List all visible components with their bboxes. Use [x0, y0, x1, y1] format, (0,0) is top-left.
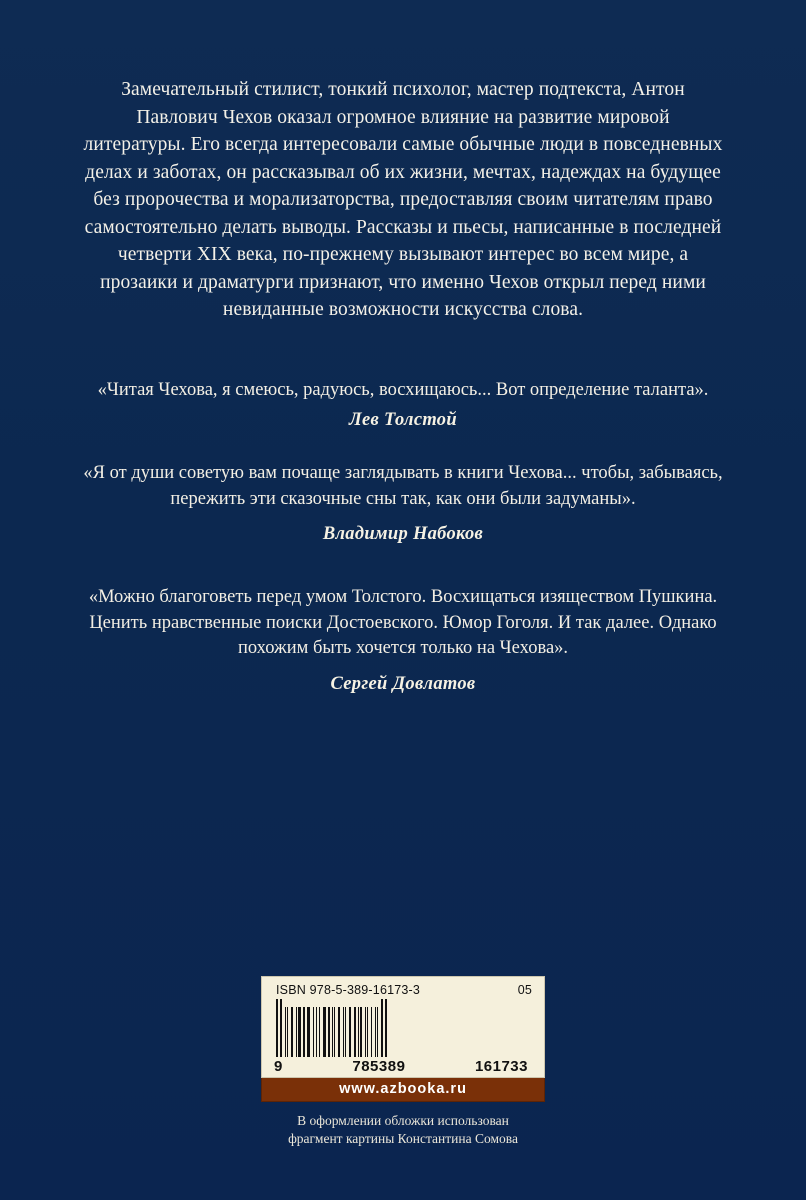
barcode-bar [354, 1007, 356, 1057]
barcode-bar [316, 1007, 317, 1057]
publisher-site[interactable]: www.azbooka.ru [261, 1078, 545, 1102]
barcode-bar [358, 1007, 359, 1057]
barcode-bar [280, 999, 282, 1057]
barcode-bar [313, 1007, 314, 1057]
quotes-section [73, 374, 733, 725]
quote-block [73, 378, 733, 432]
barcode-bar [276, 999, 278, 1057]
barcode-bar [360, 1007, 362, 1057]
barcode-bar [385, 999, 387, 1057]
isbn-row [270, 983, 536, 999]
credit-line-2: фрагмент картины Константина Сомова [288, 1131, 518, 1146]
barcode-bar [365, 1007, 366, 1057]
barcode-bar [328, 1007, 330, 1057]
quote-text: «Читая Чехова, я смеюсь, радуюсь, восхищаюсь... Вот определение таланта». [97, 379, 709, 400]
quote-text: «Можно благоговеть перед умом Толстого. Восхищаться изяществом Пушкина. Ценить нравственные поиски Достоевского. Юмор Гоголя. И так далее. Однако похожим быть хочется только на Чехова». [88, 587, 718, 658]
quote-author: Лев Толстой [349, 410, 457, 430]
credit-line-1: В оформлении обложки использован [297, 1113, 509, 1128]
barcode-digit-mid: 785389 [352, 1058, 406, 1075]
barcode-digit-right: 161733 [474, 1058, 528, 1075]
barcode-bar [332, 1007, 333, 1057]
cover-credit [288, 1112, 518, 1148]
quote-text: «Я от души советую вам почаще заглядывать в книги Чехова... чтобы, забываясь, пережить эти сказочные сны так, как они были задуманы». [83, 463, 723, 509]
barcode-bar [371, 1007, 372, 1057]
barcode-digits [270, 1057, 536, 1077]
quote-author: Сергей Довлатов [330, 673, 476, 694]
barcode-bar [381, 999, 383, 1057]
barcode-bar [377, 1007, 378, 1057]
quote-block [73, 585, 733, 695]
barcode-bar [349, 1007, 351, 1057]
barcode-bar [345, 1007, 346, 1057]
isbn-addon: 05 [517, 983, 532, 997]
barcode-bar [296, 1007, 297, 1057]
barcode-bar [319, 1007, 320, 1057]
barcode-bar [287, 1007, 288, 1057]
barcode-area [0, 976, 806, 1148]
barcode-bars [270, 999, 536, 1057]
barcode-box [261, 976, 545, 1078]
isbn-label: ISBN 978-5-389-16173-3 [276, 983, 421, 997]
quote-author: Владимир Набоков [322, 524, 484, 544]
quote-block [73, 461, 733, 545]
barcode-bar [375, 1007, 376, 1057]
barcode-bar [303, 1007, 305, 1057]
barcode-bar [298, 1007, 301, 1057]
blurb-text [83, 76, 723, 324]
barcode-bar [291, 1007, 293, 1057]
barcode-bar [323, 1007, 326, 1057]
barcode-bar [307, 1007, 310, 1057]
barcode-bar [367, 1007, 368, 1057]
blurb-paragraph: Замечательный стилист, тонкий психолог, мастер подтекста, Антон Павлович Чехов оказал огромное влияние на развитие мировой литературы. Его всегда интересовали самые обычные люди в повседневных делах и заботах, он рассказывал об их жизни, мечтах, надеждах на будущее без пророчества и морализаторства, предоставляя своим читателям право самостоятельно делать выводы. Рассказы и пьесы, написанные в последней четверти XIX века, по-прежнему вызывают интерес во всем мире, а прозаики и драматурги признают, что именно Чехов открыл перед ними невиданные возможности искусства слова. [83, 79, 723, 320]
barcode-bar [285, 1007, 286, 1057]
barcode-bar [338, 1007, 340, 1057]
barcode-bar [343, 1007, 344, 1057]
barcode-bar [334, 1007, 335, 1057]
barcode-digit-left: 9 [274, 1058, 283, 1075]
